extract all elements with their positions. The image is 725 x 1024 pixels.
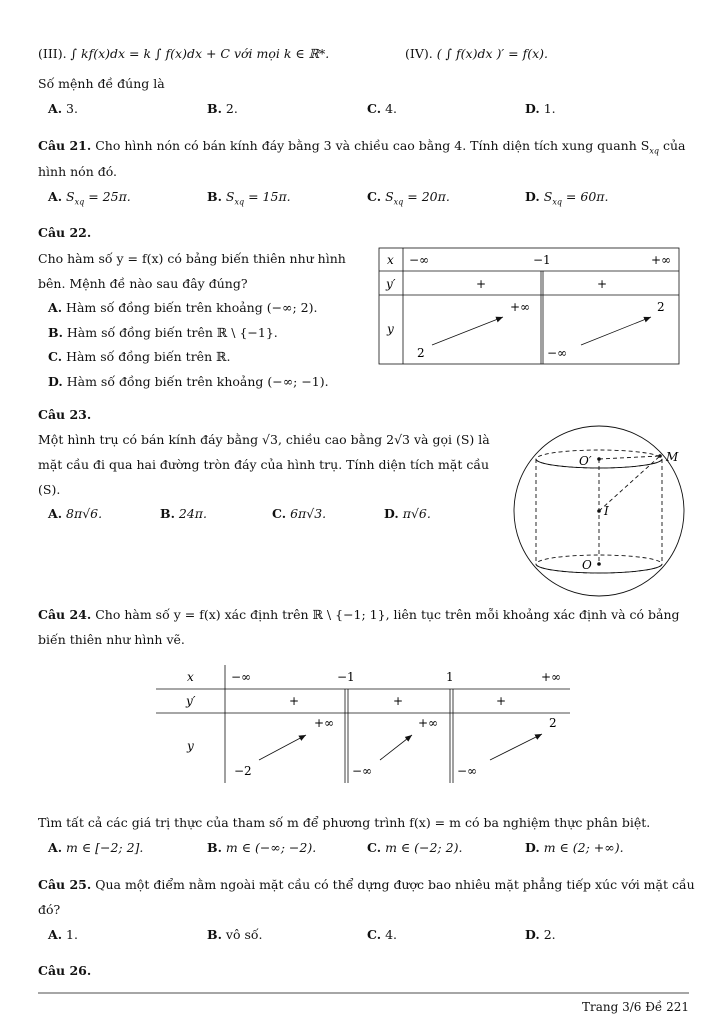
q22-label: Câu 22. (38, 225, 92, 240)
t24-x-val: 1 (446, 670, 454, 684)
t22-y-label: y (387, 322, 394, 336)
t22-y-val: 2 (657, 300, 665, 314)
q23-text-line3: (S). (38, 482, 61, 497)
q21-text-line2: hình nón đó. (38, 164, 118, 179)
t22-x-val: −1 (533, 253, 551, 267)
t24-x-val: +∞ (541, 670, 562, 684)
choice[interactable]: B. vô số. (207, 927, 263, 942)
t24-x-val: −∞ (231, 670, 252, 684)
t24-y-val: −∞ (352, 764, 373, 778)
t22-x-label: x (387, 253, 394, 267)
choice[interactable]: A. $S_{xq} = 25\pi$. (48, 189, 131, 207)
t24-sign: + (496, 694, 507, 708)
q26-label: Câu 26. (38, 963, 92, 978)
choice[interactable]: D. $S_{xq} = 60\pi$. (525, 189, 609, 207)
choice[interactable]: B. Hàm số đồng biến trên ℝ \ {−1}. (48, 325, 278, 340)
choice[interactable]: C. 4. (367, 927, 398, 942)
t24-x-label: x (187, 670, 194, 684)
t22-y-val: +∞ (510, 300, 531, 314)
choice[interactable]: C. 4. (367, 101, 398, 116)
choice[interactable]: B. 2. (207, 101, 238, 116)
statement-iv: (IV). ( ∫ f(x)dx )′ = f(x). (405, 46, 549, 61)
t22-arrow (432, 317, 503, 345)
choice[interactable]: C. Hàm số đồng biến trên ℝ. (48, 349, 231, 364)
choice[interactable]: A. Hàm số đồng biến trên khoảng (−∞; 2). (48, 300, 318, 315)
q23-text-line1: Một hình trụ có bán kính đáy bằng √3, chiều cao bằng 2√3 và gọi (S) là (38, 432, 490, 447)
page-footer: Trang 3/6 Đề 221 (581, 1000, 689, 1014)
fig-label-o-prime: O′ (579, 454, 592, 468)
q22-text-line1: Cho hàm số y = f(x) có bảng biến thiên như hình (38, 251, 346, 266)
fig-label-m: M (666, 450, 679, 464)
choice[interactable]: B. $S_{xq} = 15\pi$. (207, 189, 291, 207)
q20-prompt: Số mệnh đề đúng là (38, 76, 165, 91)
choice[interactable]: B. m ∈ (−∞; −2). (207, 840, 317, 855)
q24-text-line2: biến thiên như hình vẽ. (38, 632, 185, 647)
choice[interactable]: B. 24π. (160, 506, 208, 521)
t22-arrow (581, 317, 651, 345)
q21-text-line1: Câu 21. Cho hình nón có bán kính đáy bằng 3 và chiều cao bằng 4. Tính diện tích xung quanh $S_{xq}$ của (38, 138, 686, 156)
t22-x-val: +∞ (651, 253, 672, 267)
t24-arrow (380, 735, 412, 760)
choice[interactable]: C. m ∈ (−2; 2). (367, 840, 463, 855)
fig-label-o: O (582, 558, 592, 572)
t24-y-label: y (187, 739, 194, 753)
choice[interactable]: A. m ∈ [−2; 2]. (48, 840, 144, 855)
t24-arrow (259, 735, 306, 760)
q22-text-line2: bên. Mệnh đề nào sau đây đúng? (38, 276, 248, 291)
choice[interactable]: D. m ∈ (2; +∞). (525, 840, 624, 855)
t24-y-val: +∞ (314, 716, 335, 730)
t22-yp-label: y′ (386, 277, 396, 291)
t24-sign: + (393, 694, 404, 708)
statement-iii: (III). ∫ kf(x)dx = k ∫ f(x)dx + C với mọi k ∈ ℝ*. (38, 46, 330, 61)
t24-y-val: −2 (234, 764, 252, 778)
t22-x-val: −∞ (409, 253, 430, 267)
choice[interactable]: D. 1. (525, 101, 556, 116)
choice[interactable]: D. 2. (525, 927, 556, 942)
t22-sign: + (597, 277, 608, 291)
choice[interactable]: D. Hàm số đồng biến trên khoảng (−∞; −1). (48, 374, 329, 389)
t22-y-val: −∞ (547, 346, 568, 360)
t24-arrow (490, 734, 542, 760)
choice[interactable]: C. $S_{xq} = 20\pi$. (367, 189, 450, 207)
t24-y-val: 2 (549, 716, 557, 730)
t22-y-val: 2 (417, 346, 425, 360)
q25-text-line1: Câu 25. Qua một điểm nằm ngoài mặt cầu có thể dựng được bao nhiêu mặt phẳng tiếp xúc với mặt cầu (38, 877, 695, 892)
choice[interactable]: C. 6π√3. (272, 506, 327, 521)
t24-sign: + (289, 694, 300, 708)
fig-label-i: I (604, 504, 609, 518)
q23-label: Câu 23. (38, 407, 92, 422)
t24-y-val: +∞ (418, 716, 439, 730)
t22-sign: + (476, 277, 487, 291)
choice[interactable]: D. π√6. (384, 506, 431, 521)
q24-question: Tìm tất cả các giá trị thực của tham số m để phương trình f(x) = m có ba nghiệm thực phân biệt. (38, 815, 651, 830)
q23-text-line2: mặt cầu đi qua hai đường tròn đáy của hình trụ. Tính diện tích mặt cầu (38, 457, 490, 472)
t24-x-val: −1 (337, 670, 355, 684)
t24-yp-label: y′ (186, 694, 196, 708)
choice[interactable]: A. 8π√6. (48, 506, 103, 521)
q24-text-line1: Câu 24. Cho hàm số y = f(x) xác định trên ℝ \ {−1; 1}, liên tục trên mỗi khoảng xác định và có bảng (38, 607, 680, 622)
q25-text-line2: đó? (38, 902, 61, 917)
choice[interactable]: A. 3. (48, 101, 78, 116)
choice[interactable]: A. 1. (48, 927, 78, 942)
t24-y-val: −∞ (457, 764, 478, 778)
